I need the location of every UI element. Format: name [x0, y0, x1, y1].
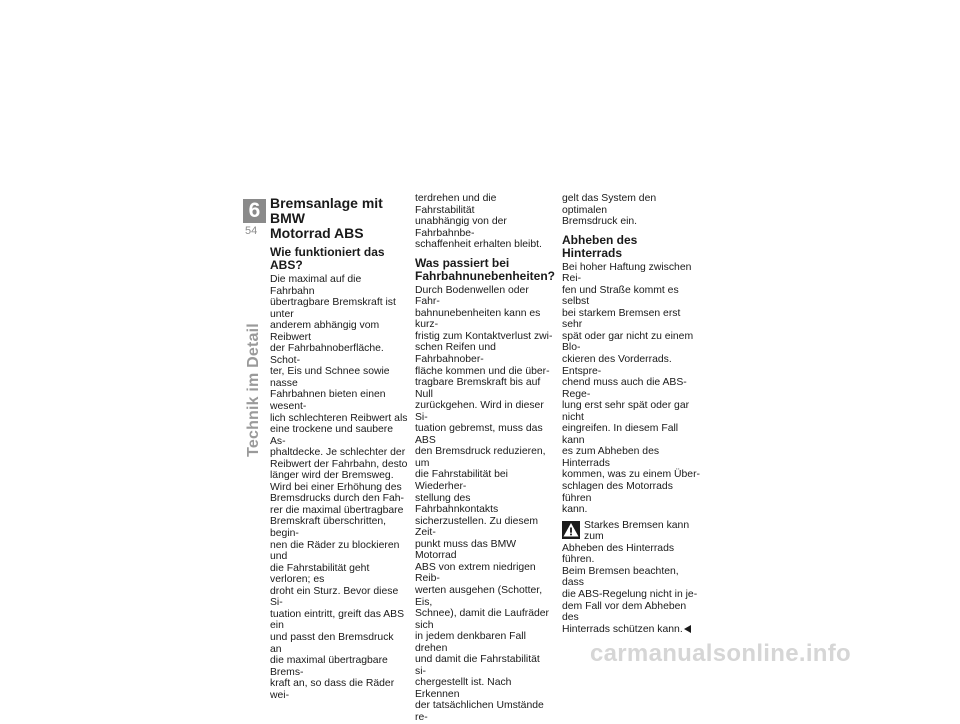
section-heading: Bremsanlage mit BMW Motorrad ABS [270, 195, 383, 241]
paragraph-continued-2: gelt das System den optimalen Bremsdruck ein. [562, 193, 657, 228]
warning-body: Beim Bremsen beachten, dass die ABS-Regelung nicht in je- dem Fall vor dem Abheben des Hinterrads schützen kann. [562, 565, 698, 635]
paragraph-abs: Die maximal auf die Fahrbahn übertragbare Bremskraft ist unter anderem abhängig vom Reibwert der Fahrbahnoberfläche. Schot- ter, Eis und Schnee sowie nasse Fahrbahnen bieten einen wesent- lich schlechteren Reibwert als eine trockene und saubere As- phaltdecke. Je schlechter der Reibwert der Fahrbahn, desto länger wird der Bremsweg. Wird bei einer Erhöhung des Bremsdrucks durch den Fah- rer die maximal übertragbare Bremskraft überschritten, begin- nen die Räder zu blockieren und die Fahrstabilität geht verloren; es droht ein Sturz. Bevor diese Si- tuation eintritt, greift das ABS ein und passt den Bremsdruck an die maximal übertragbare Brems- kraft an, so dass die Räder wei- [270, 274, 408, 701]
text-column-3 [562, 193, 700, 635]
warning-text: Starkes Bremsen kann zum Abheben des Hinterrads führen. [562, 519, 690, 566]
page-number: 54 [245, 225, 258, 237]
paragraph-unevenness: Durch Bodenwellen oder Fahr- bahnunebenheiten kann es kurz- fristig zum Kontaktverlust zwi- schen Reifen und Fahrbahnober- fläche kommen und die über- tragbare Bremskraft bis auf Null zurückgehen. Wird in dieser Si- tuation gebremst, muss das ABS den Bremsdruck reduzieren, um die Fahrstabilität bei Wiederher- stellung des Fahrbahnkontakts sicherzustellen. Zu diesem Zeit- punkt muss das BMW Motorrad ABS von extrem niedrigen Reib- werten ausgehen (Schotter, Eis, Schnee), damit die Laufräder sich in jedem denkbaren Fall drehen und damit die Fahrstabilität si- chergestellt ist. Nach Erkennen der tatsächlichen Umstände re- [415, 284, 553, 723]
text-column-1 [270, 193, 408, 701]
paragraph-rear-lift: Bei hoher Haftung zwischen Rei- fen und Straße kommt es selbst bei starkem Bremsen erst sehr spät oder gar nicht zu einem Blo- ckieren des Vorderrads. Entspre- chend muss auch die ABS-Rege- lung erst sehr spät oder gar nicht eingreifen. In diesem Fall kann es zum Abheben des Hinterrads kommen, was zu einem Über- schlagen des Motorrads führen kann. [562, 261, 701, 516]
warning-block [562, 520, 700, 635]
subheading-rear-lift: Abheben des Hinterrads [562, 232, 638, 260]
subheading-abs: Wie funktioniert das ABS? [270, 245, 385, 272]
subheading-unevenness: Was passiert bei Fahrbahnunebenheiten? [415, 255, 556, 283]
chapter-title: Technik im Detail [245, 323, 262, 457]
chapter-number: 6 [243, 199, 266, 223]
end-of-section-icon [684, 625, 691, 633]
paragraph-continued: terdrehen und die Fahrstabilität unabhängig von der Fahrbahnbe- schaffenheit erhalten bleibt. [415, 193, 542, 251]
watermark: carmanualsonline.info [590, 640, 852, 667]
text-column-2 [415, 193, 556, 724]
warning-triangle-icon [562, 521, 580, 539]
